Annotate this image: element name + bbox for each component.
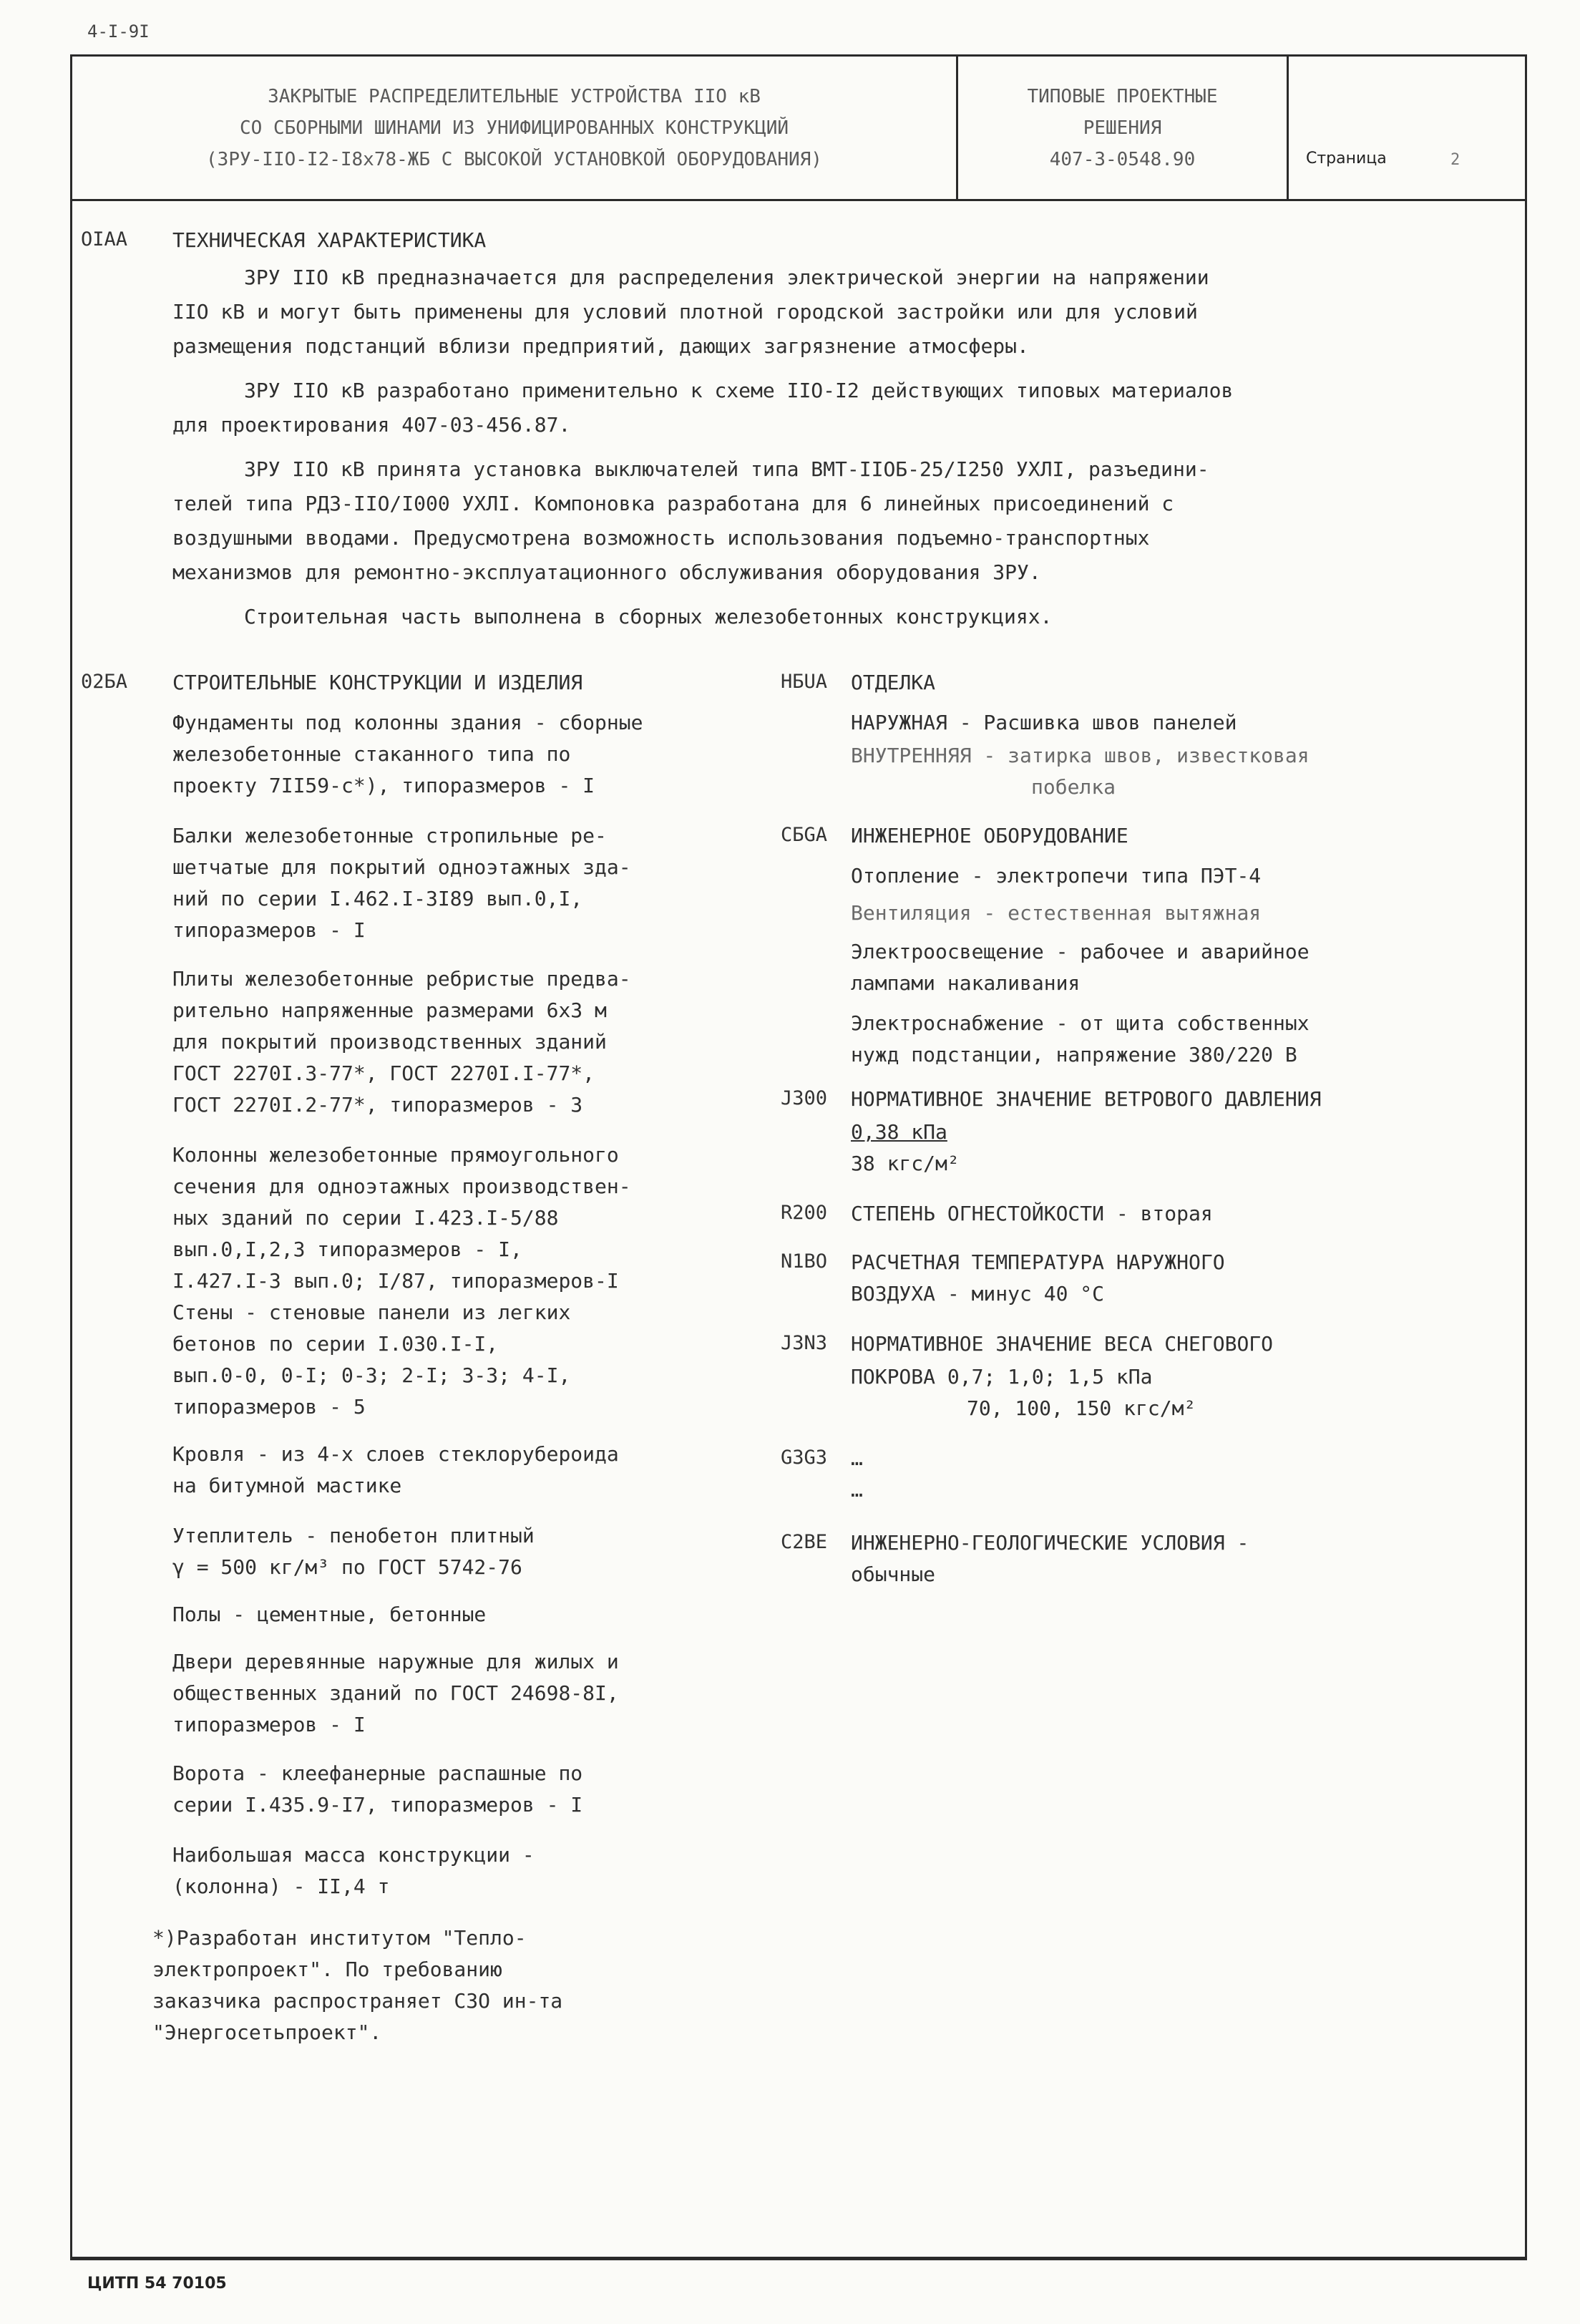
parameter-line: ВНУТРЕННЯЯ - затирка швов, известковая [851, 744, 1310, 767]
construction-line: ГОСТ 2270I.3-77*, ГОСТ 2270I.I-77*, [172, 1061, 595, 1085]
paragraph-line: телей типа РДЗ-IIO/I000 УХЛI. Компоновка разработана для 6 линейных присоединений с [172, 492, 1174, 515]
construction-line: Наибольшая масса конструкции - [172, 1843, 535, 1867]
paragraph-line: Строительная часть выполнена в сборных железобетонных конструкциях. [244, 605, 1053, 628]
section-title: ТЕХНИЧЕСКАЯ ХАРАКТЕРИСТИКА [172, 228, 487, 252]
construction-line: заказчика распространяет СЗО ин-та [152, 1989, 563, 2013]
construction-line: Фундаменты под колонны здания - сборные [172, 711, 643, 734]
sheet-code: 4-I-9I [87, 21, 150, 42]
construction-line: сечения для одноэтажных производствен- [172, 1175, 631, 1198]
parameter-line: ПОКРОВА 0,7; 1,0; 1,5 кПа [851, 1365, 1153, 1389]
parameter-code: НБUA [781, 671, 828, 693]
parameter-line: ВОЗДУХА - минус 40 °С [851, 1282, 1105, 1306]
parameter-line: Электроосвещение - рабочее и аварийное [851, 940, 1310, 963]
title-line: (ЗРУ-IIO-I2-I8x78-ЖБ С ВЫСОКОЙ УСТАНОВКОЙ ОБОРУДОВАНИЯ) [206, 149, 822, 170]
construction-line: проекту 7II59-с*), типоразмеров - I [172, 774, 595, 797]
parameter-line: Электроснабжение - от щита собственных [851, 1011, 1310, 1035]
construction-line: электропроект". По требованию [152, 1958, 502, 1981]
project-cell [958, 57, 1289, 199]
construction-line: Балки железобетонные стропильные ре- [172, 824, 607, 847]
construction-line: на битумной мастике [172, 1474, 402, 1497]
project-number: 407-3-0548.90 [1049, 149, 1196, 170]
parameter-line: … [851, 1447, 863, 1470]
construction-line: "Энергосетьпроект". [152, 2021, 382, 2044]
parameter-line: лампами накаливания [851, 971, 1081, 995]
paragraph-line: воздушными вводами. Предусмотрена возможность использования подъемно-транспортных [172, 526, 1150, 550]
construction-line: типоразмеров - I [172, 918, 366, 942]
construction-line: Утеплитель - пенобетон плитный [172, 1524, 535, 1547]
parameter-code: J300 [781, 1087, 828, 1109]
construction-line: γ = 500 кг/м³ по ГОСТ 5742-76 [172, 1555, 522, 1579]
footer-code: ЦИТП 54 70105 [87, 2275, 227, 2293]
construction-line: рительно напряженные размерами 6х3 м [172, 998, 607, 1022]
parameter-line: 70, 100, 150 кгс/м² [967, 1396, 1196, 1420]
section-code: 02БА [81, 671, 128, 693]
paragraph-line: ЗРУ IIO кВ предназначается для распределения электрической энергии на напряжении [244, 266, 1209, 289]
parameter-line: СТЕПЕНЬ ОГНЕСТОЙКОСТИ - вторая [851, 1202, 1213, 1225]
construction-line: серии I.435.9-I7, типоразмеров - I [172, 1793, 583, 1817]
title-line: ЗАКРЫТЫЕ РАСПРЕДЕЛИТЕЛЬНЫЕ УСТРОЙСТВА IIO кВ [268, 86, 761, 107]
section-code: OIAA [81, 228, 128, 251]
parameter-line: 38 кгс/м² [851, 1152, 960, 1175]
page-cell [1289, 57, 1525, 199]
construction-line: типоразмеров - 5 [172, 1395, 366, 1419]
construction-line: Плиты железобетонные ребристые предва- [172, 967, 631, 991]
page-number: 2 [1450, 151, 1460, 169]
construction-line: Кровля - из 4-х слоев стеклорубероида [172, 1442, 619, 1466]
parameter-line: РАСЧЕТНАЯ ТЕМПЕРАТУРА НАРУЖНОГО [851, 1250, 1225, 1274]
construction-line: вып.0-0, 0-I; 0-3; 2-I; 3-3; 4-I, [172, 1363, 571, 1387]
parameter-line: НАРУЖНАЯ - Расшивка швов панелей [851, 711, 1237, 734]
parameter-line: ИНЖЕНЕРНО-ГЕОЛОГИЧЕСКИЕ УСЛОВИЯ - [851, 1531, 1249, 1555]
construction-line: вып.0,I,2,3 типоразмеров - I, [172, 1238, 522, 1261]
parameter-code: R200 [781, 1202, 828, 1224]
construction-line: Стены - стеновые панели из легких [172, 1300, 571, 1324]
parameter-line: НОРМАТИВНОЕ ЗНАЧЕНИЕ ВЕСА СНЕГОВОГО [851, 1332, 1274, 1356]
parameter-code: N1BO [781, 1250, 828, 1273]
construction-line: ГОСТ 2270I.2-77*, типоразмеров - 3 [172, 1093, 583, 1117]
construction-line: бетонов по серии I.030.I-I, [172, 1332, 499, 1356]
parameter-code: G3G3 [781, 1447, 828, 1469]
construction-line: ний по серии I.462.I-3I89 вып.0,I, [172, 887, 583, 910]
construction-line: шетчатые для покрытий одноэтажных зда- [172, 855, 631, 879]
construction-line: типоразмеров - I [172, 1713, 366, 1736]
parameter-code: СБGA [781, 824, 828, 846]
project-line: ТИПОВЫЕ ПРОЕКТНЫЕ [1027, 86, 1218, 107]
bottom-rule [70, 2258, 1527, 2260]
parameter-line: обычные [851, 1562, 936, 1586]
page-label: Страница [1306, 150, 1387, 167]
title-cell [72, 57, 958, 199]
title-line: СО СБОРНЫМИ ШИНАМИ ИЗ УНИФИЦИРОВАННЫХ КОНСТРУКЦИЙ [239, 117, 789, 139]
construction-line: *)Разработан институтом "Тепло- [152, 1926, 527, 1950]
project-line: РЕШЕНИЯ [1083, 117, 1162, 139]
construction-line: железобетонные стаканного типа по [172, 742, 571, 766]
construction-line: ных зданий по серии I.423.I-5/88 [172, 1206, 559, 1230]
title-block [72, 57, 1525, 201]
paragraph-line: ЗРУ IIO кВ разработано применительно к схеме IIO-I2 действующих типовых материалов [244, 379, 1234, 402]
parameter-code: C2BE [781, 1531, 828, 1553]
parameter-line: побелка [1031, 775, 1116, 799]
construction-line: Двери деревянные наружные для жилых и [172, 1650, 619, 1673]
parameter-line: 0,38 кПа [851, 1120, 947, 1144]
construction-line: (колонна) - II,4 т [172, 1875, 390, 1898]
paragraph-line: механизмов для ремонтно-эксплуатационного обслуживания оборудования ЗРУ. [172, 560, 1041, 584]
construction-line: Ворота - клеефанерные распашные по [172, 1761, 583, 1785]
construction-line: I.427.I-3 вып.0; I/87, типоразмеров-I [172, 1269, 619, 1293]
paragraph-line: для проектирования 407-03-456.87. [172, 413, 571, 437]
parameter-line: ИНЖЕНЕРНОЕ ОБОРУДОВАНИЕ [851, 824, 1128, 847]
paragraph-line: IIO кВ и могут быть применены для условий плотной городской застройки или для условий [172, 300, 1198, 324]
parameter-line: Вентиляция - естественная вытяжная [851, 901, 1262, 925]
parameter-line: … [851, 1478, 863, 1502]
sheet-frame [70, 54, 1527, 2259]
parameter-line: нужд подстанции, напряжение 380/220 В [851, 1043, 1297, 1066]
section-title: СТРОИТЕЛЬНЫЕ КОНСТРУКЦИИ И ИЗДЕЛИЯ [172, 671, 583, 694]
parameter-line: ОТДЕЛКА [851, 671, 936, 694]
construction-line: общественных зданий по ГОСТ 24698-8I, [172, 1681, 619, 1705]
construction-line: Полы - цементные, бетонные [172, 1603, 487, 1626]
parameter-line: НОРМАТИВНОЕ ЗНАЧЕНИЕ ВЕТРОВОГО ДАВЛЕНИЯ [851, 1087, 1322, 1111]
construction-line: Колонны железобетонные прямоугольного [172, 1143, 619, 1167]
paragraph-line: размещения подстанций вблизи предприятий, дающих загрязнение атмосферы. [172, 334, 1029, 358]
parameter-code: J3N3 [781, 1332, 828, 1354]
construction-line: для покрытий производственных зданий [172, 1030, 607, 1054]
parameter-line: Отопление - электропечи типа ПЭТ-4 [851, 864, 1262, 888]
paragraph-line: ЗРУ IIO кВ принята установка выключателей типа ВМТ-IIOБ-25/I250 УХЛI, разъедини- [244, 457, 1209, 481]
